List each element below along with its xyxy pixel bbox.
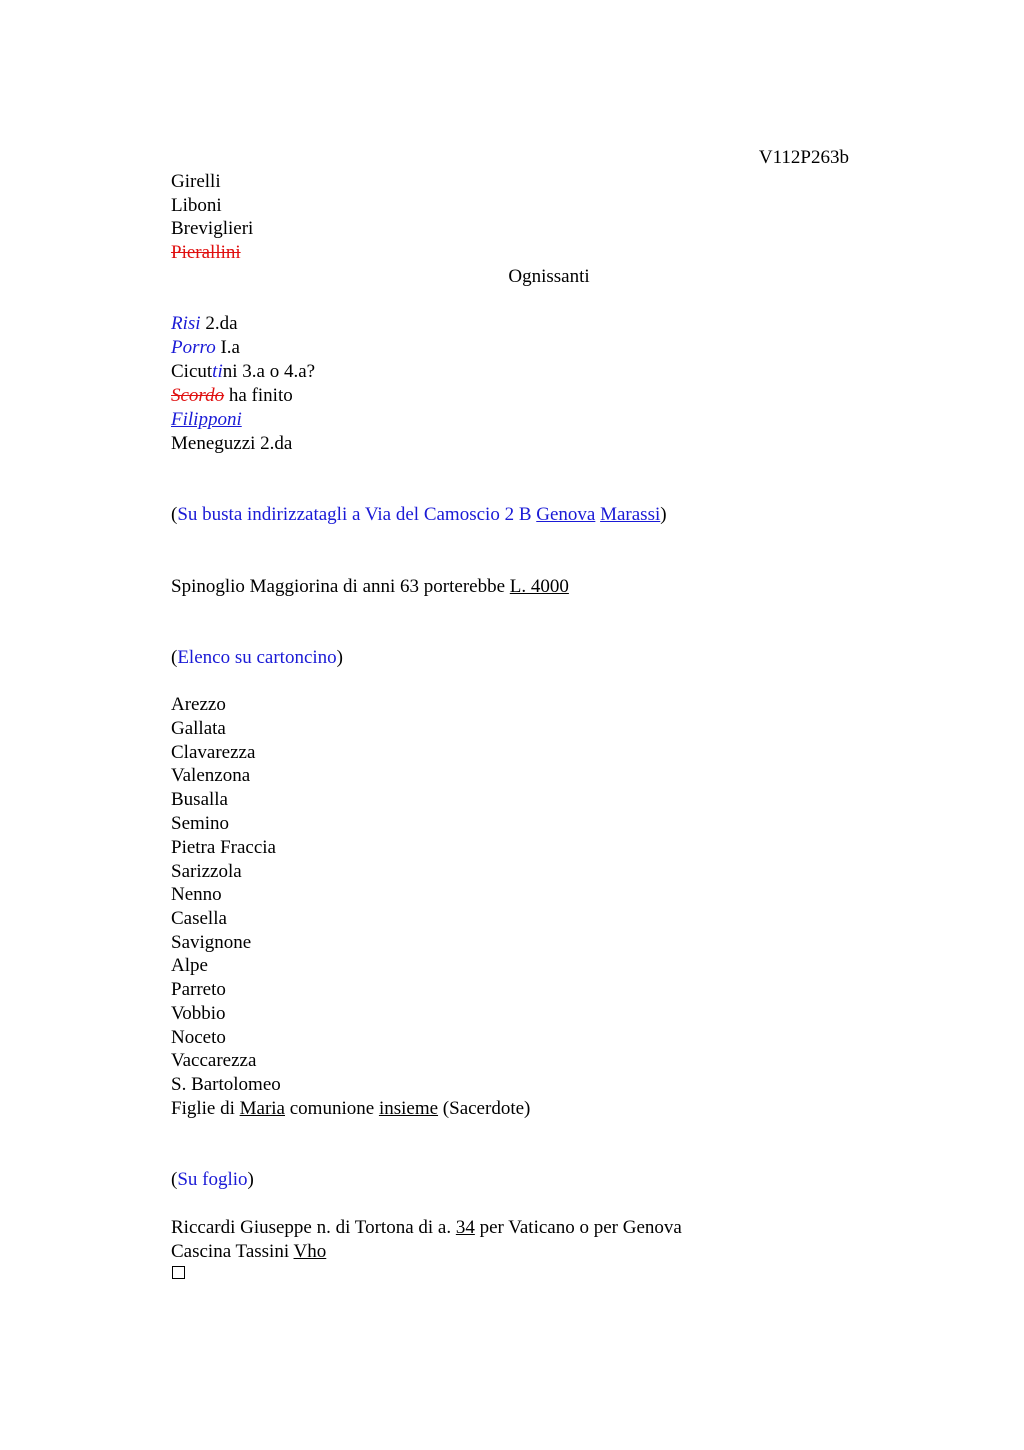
porro-note: I.a xyxy=(215,337,240,358)
place-item: Savignone xyxy=(171,932,252,953)
place-item: Alpe xyxy=(171,955,208,976)
cardboard-close-paren: ) xyxy=(336,647,343,668)
figlie-pre: Figlie di xyxy=(171,1098,240,1119)
envelope-note xyxy=(171,503,667,527)
heading-ognissanti: Ognissanti xyxy=(508,266,590,287)
figlie-maria: Maria xyxy=(239,1098,285,1119)
risi-line xyxy=(171,312,238,336)
scordo-name: Scordo xyxy=(171,385,225,406)
place-item: Pietra Fraccia xyxy=(171,837,276,858)
figlie-line xyxy=(171,1097,530,1121)
cardboard-open-paren: ( xyxy=(171,647,178,668)
place-item: Noceto xyxy=(171,1027,226,1048)
spinoglio-amount: L. 4000 xyxy=(509,576,569,597)
document-reference: V112P263b xyxy=(758,147,849,168)
sheet-open-paren: ( xyxy=(171,1169,178,1190)
sheet-close-paren: ) xyxy=(247,1169,254,1190)
meneguzzi-line: Meneguzzi 2.da xyxy=(171,433,293,454)
figlie-post: (Sacerdote) xyxy=(438,1098,531,1119)
name-line: Breviglieri xyxy=(171,218,254,239)
envelope-close-paren: ) xyxy=(660,504,667,525)
porro-name: Porro xyxy=(171,337,216,358)
cardboard-note xyxy=(171,646,343,670)
place-item: S. Bartolomeo xyxy=(171,1074,281,1095)
place-item: Clavarezza xyxy=(171,742,256,763)
cascina-place: Vho xyxy=(293,1241,327,1262)
place-item: Vobbio xyxy=(171,1003,226,1024)
cicuttini-part1: Cicut xyxy=(171,361,213,382)
place-item: Vaccarezza xyxy=(171,1050,257,1071)
place-item: Casella xyxy=(171,908,227,929)
porro-line xyxy=(171,336,240,360)
cicuttini-insert: ti xyxy=(212,361,223,382)
place-item: Valenzona xyxy=(171,765,251,786)
scordo-line xyxy=(171,384,293,408)
riccardi-post: per Vaticano o per Genova xyxy=(474,1217,682,1238)
cicuttini-line xyxy=(171,360,315,384)
sheet-text: Su foglio xyxy=(177,1169,248,1190)
cascina-line xyxy=(171,1240,326,1264)
place-item: Nenno xyxy=(171,884,222,905)
spinoglio-text: Spinoglio Maggiorina di anni 63 porterebbe xyxy=(171,576,510,597)
riccardi-age: 34 xyxy=(455,1217,475,1238)
riccardi-line xyxy=(171,1216,682,1240)
figlie-insieme: insieme xyxy=(378,1098,439,1119)
envelope-open-paren: ( xyxy=(171,504,178,525)
scordo-note: ha finito xyxy=(224,385,293,406)
envelope-city: Genova xyxy=(536,504,596,525)
cardboard-text: Elenco su cartoncino xyxy=(177,647,337,668)
place-item: Gallata xyxy=(171,718,226,739)
figlie-mid: comunione xyxy=(285,1098,379,1119)
place-item: Semino xyxy=(171,813,230,834)
spinoglio-line xyxy=(171,575,569,599)
place-item: Busalla xyxy=(171,789,228,810)
place-item: Arezzo xyxy=(171,694,226,715)
envelope-district: Marassi xyxy=(600,504,661,525)
place-item: Sarizzola xyxy=(171,861,242,882)
risi-note: 2.da xyxy=(200,313,238,334)
checkbox-icon xyxy=(172,1266,185,1279)
name-line: Girelli xyxy=(171,171,221,192)
cascina-pre: Cascina Tassini xyxy=(171,1241,294,1262)
sheet-note xyxy=(171,1168,254,1192)
struck-name: Pierallini xyxy=(171,242,241,263)
risi-name: Risi xyxy=(171,313,201,334)
filipponi-line: Filipponi xyxy=(171,409,242,430)
envelope-text: Su busta indirizzatagli a Via del Camoscio 2 B xyxy=(177,504,537,525)
place-item: Parreto xyxy=(171,979,226,1000)
riccardi-pre: Riccardi Giuseppe n. di Tortona di a. xyxy=(171,1217,456,1238)
name-line: Liboni xyxy=(171,195,222,216)
cicuttini-part2: ni 3.a o 4.a? xyxy=(222,361,316,382)
